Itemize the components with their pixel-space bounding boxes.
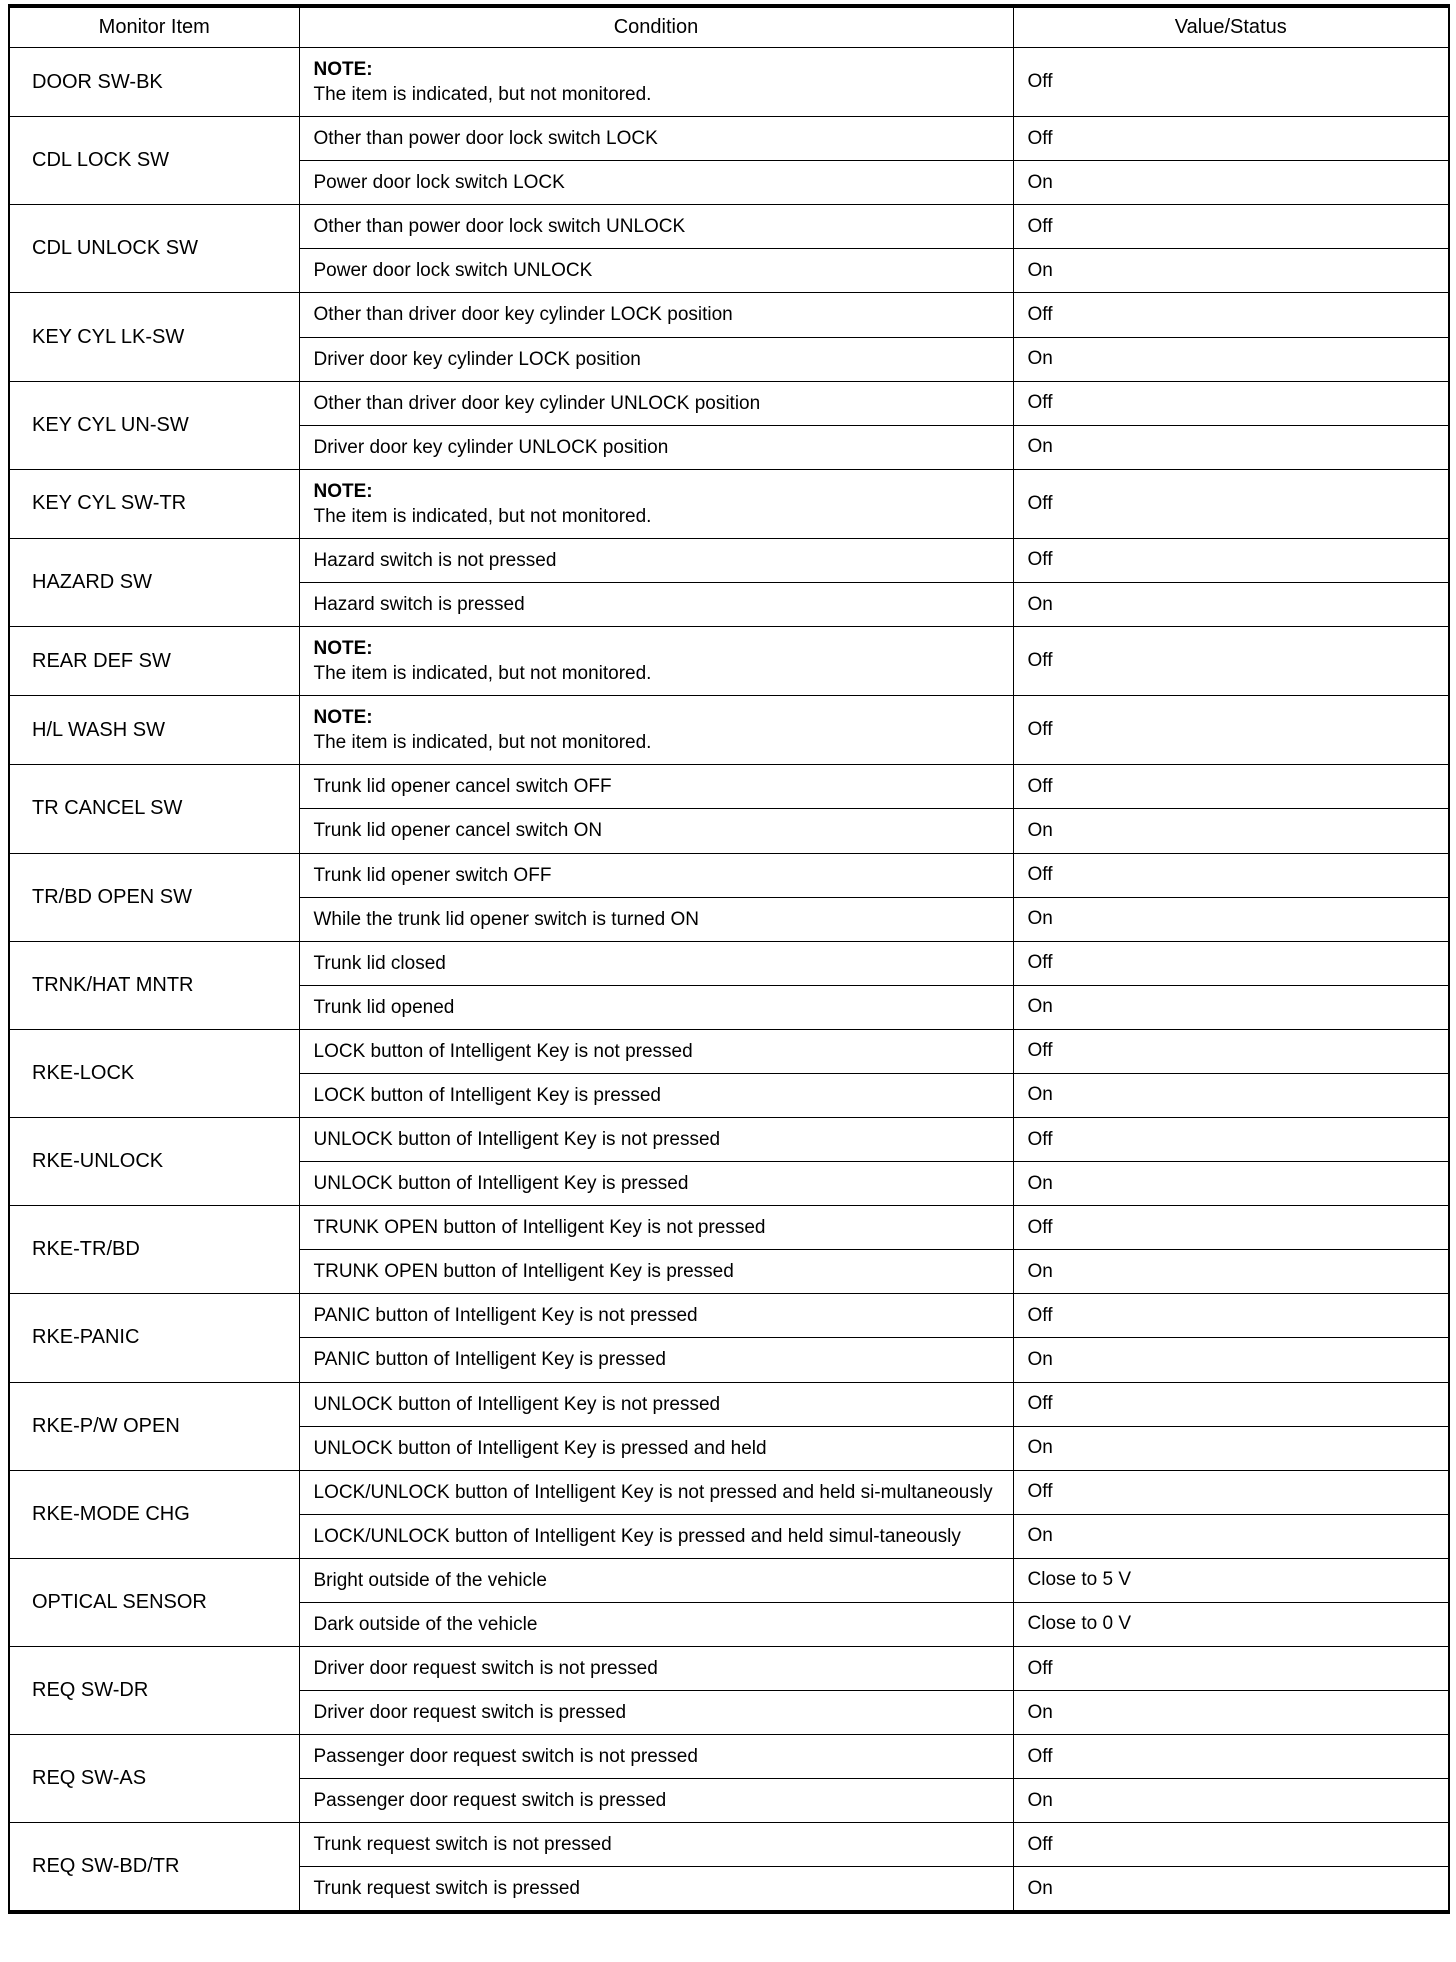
condition-cell xyxy=(299,293,1013,337)
monitor-item-cell: TR CANCEL SW xyxy=(9,765,299,853)
condition-text: Trunk lid opener switch OFF xyxy=(313,864,552,886)
condition-text: LOCK button of Intelligent Key is not pressed xyxy=(313,1040,693,1062)
value-status-cell: Off xyxy=(1013,48,1449,117)
condition-cell xyxy=(299,1206,1013,1250)
value-status-cell: Off xyxy=(1013,538,1449,582)
monitor-item-cell: CDL UNLOCK SW xyxy=(9,205,299,293)
condition-cell xyxy=(299,1823,1013,1867)
table-body xyxy=(9,48,1449,1913)
condition-cell xyxy=(299,48,1013,117)
condition-text: Other than driver door key cylinder LOCK position xyxy=(313,304,733,326)
table-row xyxy=(9,1646,1449,1690)
value-status-cell: Off xyxy=(1013,765,1449,809)
table-row xyxy=(9,765,1449,809)
note-label: NOTE: xyxy=(313,707,373,729)
condition-cell xyxy=(299,1382,1013,1426)
condition-cell xyxy=(299,1250,1013,1294)
condition-cell xyxy=(299,1779,1013,1823)
monitor-item-cell: REQ SW-AS xyxy=(9,1735,299,1823)
note-text: The item is indicated, but not monitored. xyxy=(313,505,652,527)
condition-cell xyxy=(299,1073,1013,1117)
monitor-item-cell: OPTICAL SENSOR xyxy=(9,1558,299,1646)
condition-text: Power door lock switch LOCK xyxy=(313,172,565,194)
value-status-cell: On xyxy=(1013,161,1449,205)
condition-cell xyxy=(299,1691,1013,1735)
condition-text: TRUNK OPEN button of Intelligent Key is not pressed xyxy=(313,1217,766,1239)
value-status-cell: Close to 0 V xyxy=(1013,1602,1449,1646)
value-status-cell: Off xyxy=(1013,293,1449,337)
condition-text: Dark outside of the vehicle xyxy=(313,1613,538,1635)
condition-text: UNLOCK button of Intelligent Key is pressed xyxy=(313,1173,689,1195)
value-status-cell: Off xyxy=(1013,1735,1449,1779)
value-status-cell: Off xyxy=(1013,853,1449,897)
condition-cell xyxy=(299,583,1013,627)
condition-text: While the trunk lid opener switch is turned ON xyxy=(313,908,699,930)
condition-cell xyxy=(299,161,1013,205)
value-status-cell: Off xyxy=(1013,1206,1449,1250)
condition-cell xyxy=(299,1735,1013,1779)
value-status-cell: On xyxy=(1013,583,1449,627)
value-status-cell: Off xyxy=(1013,381,1449,425)
table-row xyxy=(9,381,1449,425)
value-status-cell: On xyxy=(1013,897,1449,941)
condition-text: Trunk lid opened xyxy=(313,996,455,1018)
value-status-cell: On xyxy=(1013,425,1449,469)
table-row xyxy=(9,1029,1449,1073)
monitor-item-cell: DOOR SW-BK xyxy=(9,48,299,117)
table-row xyxy=(9,1823,1449,1867)
condition-cell xyxy=(299,1029,1013,1073)
table-row xyxy=(9,1294,1449,1338)
table-row xyxy=(9,205,1449,249)
table-header xyxy=(9,6,1449,48)
condition-text: Trunk request switch is not pressed xyxy=(313,1834,612,1856)
condition-text: Driver door request switch is not pressed xyxy=(313,1657,658,1679)
value-status-cell: On xyxy=(1013,1250,1449,1294)
condition-cell xyxy=(299,627,1013,696)
monitor-item-cell: RKE-TR/BD xyxy=(9,1206,299,1294)
condition-text: UNLOCK button of Intelligent Key is not pressed xyxy=(313,1393,721,1415)
value-status-cell: On xyxy=(1013,1867,1449,1913)
condition-text: Bright outside of the vehicle xyxy=(313,1569,547,1591)
note-text: The item is indicated, but not monitored. xyxy=(313,84,652,106)
condition-cell xyxy=(299,205,1013,249)
condition-cell xyxy=(299,1426,1013,1470)
condition-text: Passenger door request switch is not pressed xyxy=(313,1746,698,1768)
value-status-cell: Off xyxy=(1013,1823,1449,1867)
condition-cell xyxy=(299,538,1013,582)
note-text: The item is indicated, but not monitored. xyxy=(313,663,652,685)
value-status-cell: Off xyxy=(1013,941,1449,985)
monitor-item-table xyxy=(8,4,1450,1914)
condition-cell xyxy=(299,1867,1013,1913)
condition-text: Trunk lid opener cancel switch OFF xyxy=(313,776,612,798)
value-status-cell: Off xyxy=(1013,1382,1449,1426)
monitor-item-cell: KEY CYL SW-TR xyxy=(9,469,299,538)
monitor-item-cell: RKE-P/W OPEN xyxy=(9,1382,299,1470)
monitor-item-cell: TR/BD OPEN SW xyxy=(9,853,299,941)
condition-cell xyxy=(299,469,1013,538)
note-label: NOTE: xyxy=(313,59,373,80)
condition-cell xyxy=(299,117,1013,161)
condition-text: UNLOCK button of Intelligent Key is pressed and held xyxy=(313,1437,767,1459)
table-row xyxy=(9,941,1449,985)
condition-cell xyxy=(299,941,1013,985)
condition-cell xyxy=(299,337,1013,381)
condition-cell xyxy=(299,249,1013,293)
value-status-cell: Off xyxy=(1013,627,1449,696)
condition-cell xyxy=(299,985,1013,1029)
monitor-item-cell: RKE-PANIC xyxy=(9,1294,299,1382)
value-status-cell: Off xyxy=(1013,1029,1449,1073)
condition-cell xyxy=(299,1646,1013,1690)
condition-cell xyxy=(299,897,1013,941)
condition-text: LOCK/UNLOCK button of Intelligent Key is pressed and held simul-taneously xyxy=(313,1525,961,1547)
condition-text: Other than power door lock switch LOCK xyxy=(313,128,658,150)
condition-text: Hazard switch is pressed xyxy=(313,594,525,616)
value-status-cell: On xyxy=(1013,1514,1449,1558)
table-row xyxy=(9,48,1449,117)
condition-cell xyxy=(299,1118,1013,1162)
condition-text: Driver door key cylinder UNLOCK position xyxy=(313,436,669,458)
monitor-item-cell: REQ SW-BD/TR xyxy=(9,1823,299,1913)
condition-text: PANIC button of Intelligent Key is not pressed xyxy=(313,1305,698,1327)
value-status-cell: On xyxy=(1013,1162,1449,1206)
table-row xyxy=(9,627,1449,696)
value-status-cell: Off xyxy=(1013,1470,1449,1514)
table-row xyxy=(9,1470,1449,1514)
value-status-cell: Off xyxy=(1013,1118,1449,1162)
table-row xyxy=(9,1735,1449,1779)
condition-text: Power door lock switch UNLOCK xyxy=(313,260,593,282)
value-status-cell: Close to 5 V xyxy=(1013,1558,1449,1602)
condition-cell xyxy=(299,1294,1013,1338)
monitor-item-cell: HAZARD SW xyxy=(9,538,299,626)
value-status-cell: On xyxy=(1013,337,1449,381)
condition-cell xyxy=(299,381,1013,425)
condition-text: UNLOCK button of Intelligent Key is not pressed xyxy=(313,1129,721,1151)
value-status-cell: Off xyxy=(1013,117,1449,161)
monitor-item-cell: REQ SW-DR xyxy=(9,1646,299,1734)
condition-cell xyxy=(299,1162,1013,1206)
table-row xyxy=(9,1118,1449,1162)
condition-cell xyxy=(299,1338,1013,1382)
value-status-cell: On xyxy=(1013,1338,1449,1382)
value-status-cell: Off xyxy=(1013,1294,1449,1338)
condition-text: LOCK button of Intelligent Key is pressed xyxy=(313,1084,661,1106)
value-status-cell: On xyxy=(1013,1779,1449,1823)
condition-text: LOCK/UNLOCK button of Intelligent Key is not pressed and held si-multaneously xyxy=(313,1481,993,1503)
monitor-item-cell: KEY CYL LK-SW xyxy=(9,293,299,381)
monitor-item-cell: RKE-MODE CHG xyxy=(9,1470,299,1558)
value-status-cell: On xyxy=(1013,985,1449,1029)
monitor-item-cell: KEY CYL UN-SW xyxy=(9,381,299,469)
value-status-cell: On xyxy=(1013,249,1449,293)
condition-cell xyxy=(299,1558,1013,1602)
condition-cell xyxy=(299,765,1013,809)
column-header-condition: Condition xyxy=(299,6,1013,48)
condition-text: Passenger door request switch is pressed xyxy=(313,1790,667,1812)
table-row xyxy=(9,117,1449,161)
condition-text: Trunk lid opener cancel switch ON xyxy=(313,820,603,842)
monitor-item-cell: REAR DEF SW xyxy=(9,627,299,696)
monitor-item-cell: TRNK/HAT MNTR xyxy=(9,941,299,1029)
note-text: The item is indicated, but not monitored. xyxy=(313,732,652,754)
condition-text: Trunk lid closed xyxy=(313,952,446,974)
table-row xyxy=(9,1206,1449,1250)
monitor-item-cell: CDL LOCK SW xyxy=(9,117,299,205)
column-header-monitor-item: Monitor Item xyxy=(9,6,299,48)
value-status-cell: On xyxy=(1013,1073,1449,1117)
condition-text: Driver door key cylinder LOCK position xyxy=(313,348,641,370)
table-row xyxy=(9,1558,1449,1602)
monitor-item-cell: RKE-UNLOCK xyxy=(9,1118,299,1206)
condition-cell xyxy=(299,1514,1013,1558)
value-status-cell: Off xyxy=(1013,696,1449,765)
monitor-item-cell: RKE-LOCK xyxy=(9,1029,299,1117)
table-row xyxy=(9,293,1449,337)
condition-text: TRUNK OPEN button of Intelligent Key is pressed xyxy=(313,1261,734,1283)
table-row xyxy=(9,1382,1449,1426)
table-header-row xyxy=(9,6,1449,48)
condition-cell xyxy=(299,853,1013,897)
condition-text: Hazard switch is not pressed xyxy=(313,549,557,571)
table-row xyxy=(9,469,1449,538)
condition-text: Trunk request switch is pressed xyxy=(313,1878,580,1900)
condition-cell xyxy=(299,1602,1013,1646)
condition-text: PANIC button of Intelligent Key is pressed xyxy=(313,1349,666,1371)
value-status-cell: On xyxy=(1013,809,1449,853)
condition-text: Driver door request switch is pressed xyxy=(313,1702,627,1724)
note-label: NOTE: xyxy=(313,480,373,502)
condition-cell xyxy=(299,696,1013,765)
value-status-cell: Off xyxy=(1013,1646,1449,1690)
table-row xyxy=(9,696,1449,765)
table-row xyxy=(9,853,1449,897)
value-status-cell: Off xyxy=(1013,469,1449,538)
condition-cell xyxy=(299,809,1013,853)
note-label: NOTE: xyxy=(313,638,373,660)
column-header-value-status: Value/Status xyxy=(1013,6,1449,48)
condition-cell xyxy=(299,425,1013,469)
value-status-cell: On xyxy=(1013,1426,1449,1470)
monitor-item-cell: H/L WASH SW xyxy=(9,696,299,765)
condition-text: Other than driver door key cylinder UNLOCK position xyxy=(313,392,761,414)
value-status-cell: On xyxy=(1013,1691,1449,1735)
condition-cell xyxy=(299,1470,1013,1514)
value-status-cell: Off xyxy=(1013,205,1449,249)
table-row xyxy=(9,538,1449,582)
condition-text: Other than power door lock switch UNLOCK xyxy=(313,216,686,238)
